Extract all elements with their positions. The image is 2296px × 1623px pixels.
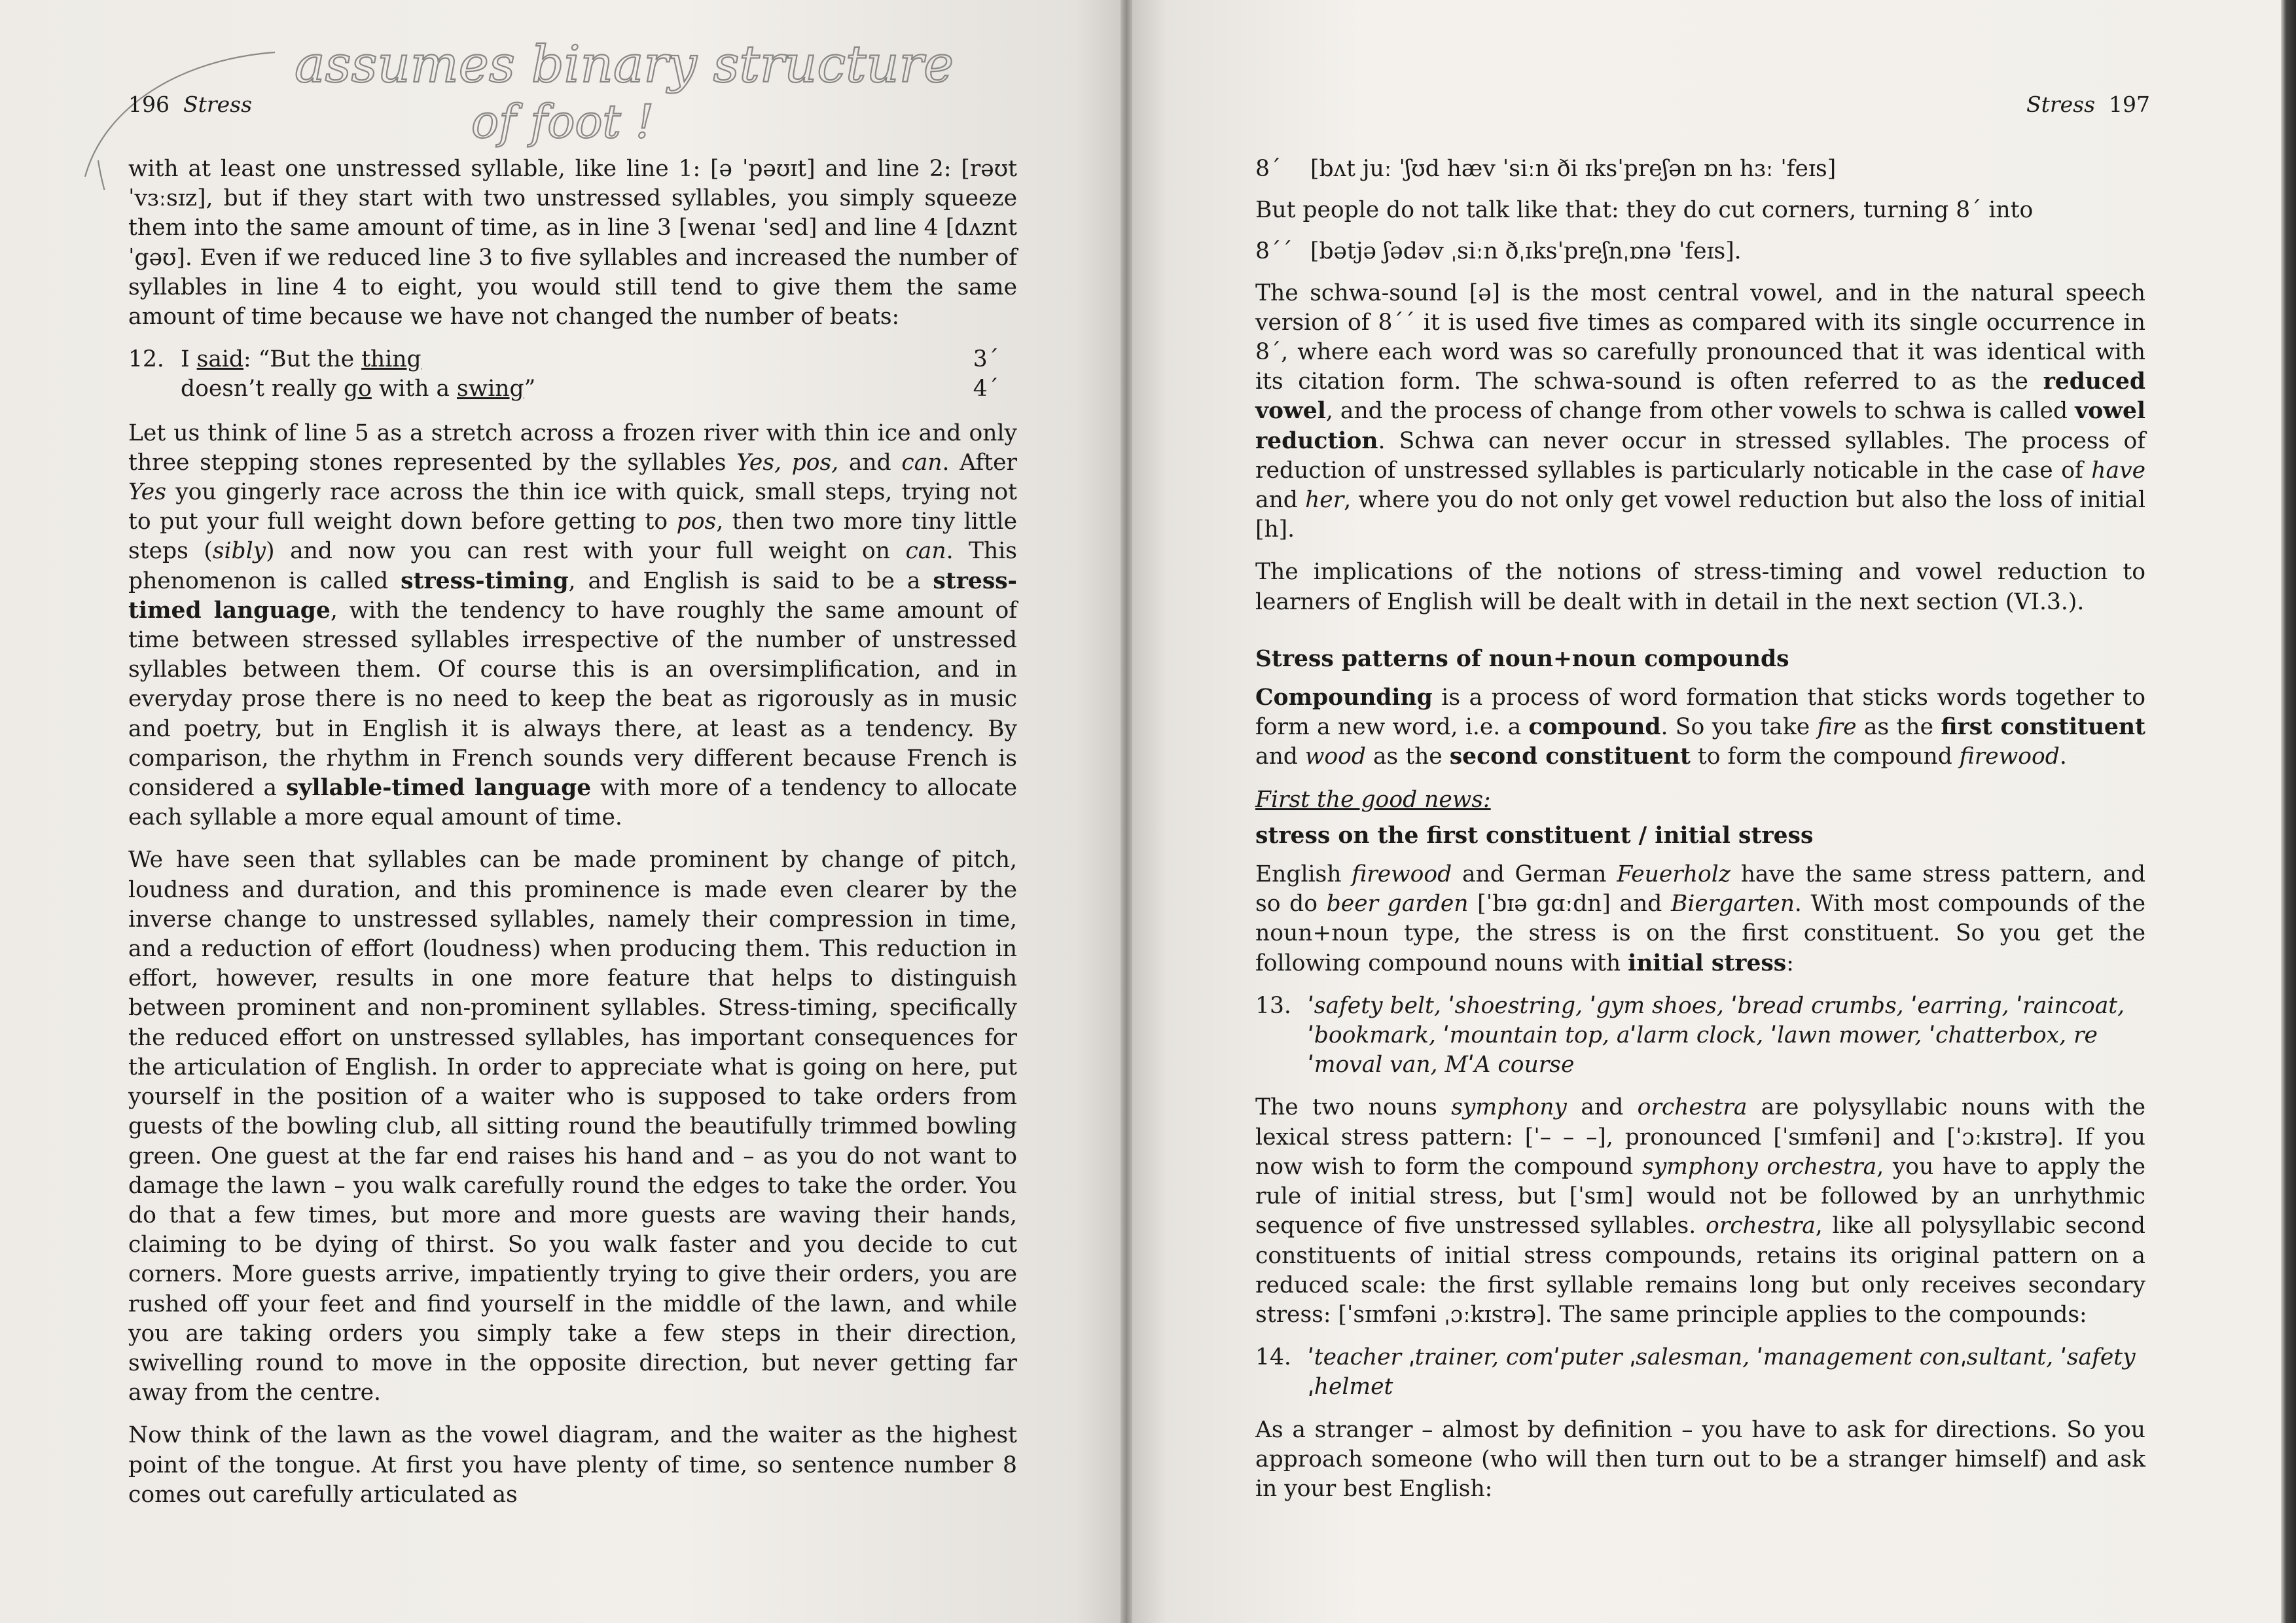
- example-13-compounds: ˈsafety belt, ˈshoestring, ˈgym shoes, ˈbread crumbs, ˈearring, ˈraincoat, ˈbookmark, ˈmountain top, aˈlarm clock, ˈlawn mower, ˈchatterbox, reˈmoval van, MˈA course: [1308, 992, 2125, 1079]
- example-12-line-1: I said: “But the thing: [181, 346, 422, 373]
- section-title: Stress patterns of noun+noun compounds: [1255, 645, 1789, 672]
- english-german-paragraph: English firewood and German Feuerholz have the same stress pattern, and so do beer garden [ˈbɪə gɑːdn] and Biergarten. With most compounds of the noun+noun type, the stress is on the first constituent. So you get the following compound nouns with initial stress:: [1255, 861, 2146, 976]
- example-12-beat-count-2: 4´: [973, 376, 999, 402]
- left-paragraph-1: with at least one unstressed syllable, like line 1: [ə ˈpəʊɪt] and line 2: [rəʊt ˈvɜːsɪz], but if they start with two unstressed syllables, you simply squeeze them into the same amount of time, as in line 3 [wenaɪ ˈsed] and line 4 [dʌznt ˈgəʊ]. Even if we reduced line 3 to five syllables and increased the number of syllables in line 4 to eight, you would still tend to give them the same amount of time because we have not changed the number of beats:: [128, 156, 1017, 330]
- left-body-text: [128, 154, 1017, 1523]
- page-edge-shadow: [2281, 0, 2296, 1623]
- good-news-subheading: First the good news:: [1255, 786, 1491, 813]
- schwa-paragraph: The schwa-sound [ə] is the most central vowel, and in the natural speech version of 8´´ it is used five times as compared with its single occurrence in 8´, where each word was so carefully pronounced that it was identical with its citation form. The schwa-sound is often referred to as the reduced vowel, and the process of change from other vowels to schwa is called vowel reduction. Schwa can never occur in stressed syllables. The process of reduction of unstressed syllables is particularly noticable in the case of have and her, where you do not only get vowel reduction but also the loss of initial [h].: [1255, 279, 2145, 543]
- example-8-double-prime: [1255, 237, 2145, 266]
- example-8-double-prime-label: 8´´: [1255, 238, 1293, 265]
- left-paragraph-3: We have seen that syllables can be made prominent by change of pitch, loudness and duration, and this prominence is made even clearer by the inverse change to unstressed syllables, namely their compression in time, and a reduction of effort (loudness) when producing them. This reduction in effort, however, results in one more feature that helps to distinguish between prominent and non-prominent syllables. Stress-timing, specifically the reduced effort on unstressed syllables, has important consequences for the articulation of English. In order to appreciate what is going on here, put yourself in the position of a waiter who is supposed to take orders from guests of the bowling club, all sitting round the beautifully trimmed bowling green. One guest at the far end raises his hand and – as you do not want to damage the lawn – you walk carefully round the edges to take the order. You do that a few times, but more and more guests are waving their hands, claiming to be dying of thirst. So you walk faster and you decide to cut corners. More guests arrive, impatiently trying to give their orders, you are rushed off your feet and find yourself in the middle of the lawn, and while you are taking orders you simply take a few steps in their direction, swivelling round to move in the opposite direction, but never getting far away from the centre.: [128, 847, 1017, 1406]
- right-running-title: Stress: [2026, 92, 2096, 117]
- left-page-number: 196: [128, 92, 170, 117]
- handwriting-line-1: assumes binary structure: [295, 35, 954, 94]
- example-14-compounds: ˈteacher ˌtrainer, comˈputer ˌsalesman, ˈmanagement conˌsultant, ˈsafety ˌhelmet: [1308, 1344, 2136, 1400]
- handwriting-line-2: of foot !: [471, 95, 655, 149]
- initial-stress-subheading: stress on the first constituent / initial stress: [1255, 822, 1814, 849]
- implications-paragraph: The implications of the notions of stress-timing and vowel reduction to learners of English will be dealt with in detail in the next section (VI.3.).: [1255, 559, 2145, 615]
- symphony-paragraph: The two nouns symphony and orchestra are polysyllabic nouns with the lexical stress pattern: [ˈ– – –], pronounced [ˈsɪmfəni] and [ˈɔːkɪstrə]. If you now wish to form the compound symphony orchestra, you have to apply the rule of initial stress, but [ˈsɪm] would not be followed by an unrhythmic sequence of five unstressed syllables. orchestra, like all polysyllabic second constituents of initial stress compounds, retains its original pattern on a reduced scale: the first syllable remains long but only receives secondary stress: [ˈsɪmfəni ˌɔːkɪstrə]. The same principle applies to the compounds:: [1255, 1094, 2146, 1328]
- right-page-number: 197: [2109, 92, 2151, 117]
- book-gutter: [1121, 0, 1132, 1623]
- example-12: [128, 345, 1017, 404]
- example-14: [1255, 1343, 2145, 1402]
- compounding-paragraph: Compounding is a process of word formation that sticks words together to form a new word, i.e. a compound. So you take fire as the first constituent and wood as the second constituent to form the compound firewood.: [1255, 685, 2145, 770]
- example-12-line-2: doesn’t really go with a swing”: [181, 376, 536, 402]
- example-8-double-prime-transcription: [bətjə ʃədəv ˌsiːn ðˌɪksˈpreʃnˌɒnə ˈfeɪs].: [1310, 238, 1742, 265]
- corner-cutting-line: But people do not talk like that: they do cut corners, turning 8´ into: [1255, 197, 2034, 224]
- example-8-prime-label: 8´: [1255, 156, 1282, 182]
- example-8-prime-transcription: [bʌt juː ˈʃʊd hæv ˈsiːn ði ɪksˈpreʃən ɒn hɜː ˈfeɪs]: [1310, 156, 1837, 182]
- stranger-paragraph: As a stranger – almost by definition – you have to ask for directions. So you approach someone (who will then turn out to be a stranger himself) and ask in your best English:: [1255, 1416, 2145, 1502]
- left-running-head: [128, 92, 252, 117]
- example-12-beat-count-1: 3´: [973, 346, 999, 373]
- left-running-title: Stress: [183, 92, 253, 117]
- example-12-number: 12.: [128, 346, 164, 373]
- example-13: [1255, 991, 2145, 1080]
- example-13-number: 13.: [1255, 992, 1291, 1019]
- example-8-prime: [1255, 154, 2145, 184]
- pencil-stroke: [98, 160, 118, 190]
- left-paragraph-2: Let us think of line 5 as a stretch across a frozen river with thin ice and only three stepping stones represented by the syllables Yes, pos, and can. After Yes you gingerly race across the thin ice with quick, small steps, trying not to put your full weight down before getting to pos, then two more tiny little steps (sibly) and now you can rest with your full weight on can. This phenomenon is called stress-timing, and English is said to be a stress-timed language, with the tendency to have roughly the same amount of time between stressed syllables irrespective of the number of unstressed syllables between them. Of course this is an oversimplification, and in everyday prose there is no need to keep the beat as rigorously as in music and poetry, but in English it is always there, at least as a tendency. By comparison, the rhythm in French sounds very different because French is considered a syllable-timed language with more of a tendency to allocate each syllable a more equal amount of time.: [128, 419, 1018, 831]
- right-body-text: [1255, 154, 2145, 1517]
- left-paragraph-4: Now think of the lawn as the vowel diagram, and the waiter as the highest point of the tongue. At first you have plenty of time, so sentence number 8 comes out carefully articulated as: [128, 1422, 1017, 1508]
- right-running-head: [2026, 92, 2150, 117]
- example-14-number: 14.: [1255, 1344, 1291, 1371]
